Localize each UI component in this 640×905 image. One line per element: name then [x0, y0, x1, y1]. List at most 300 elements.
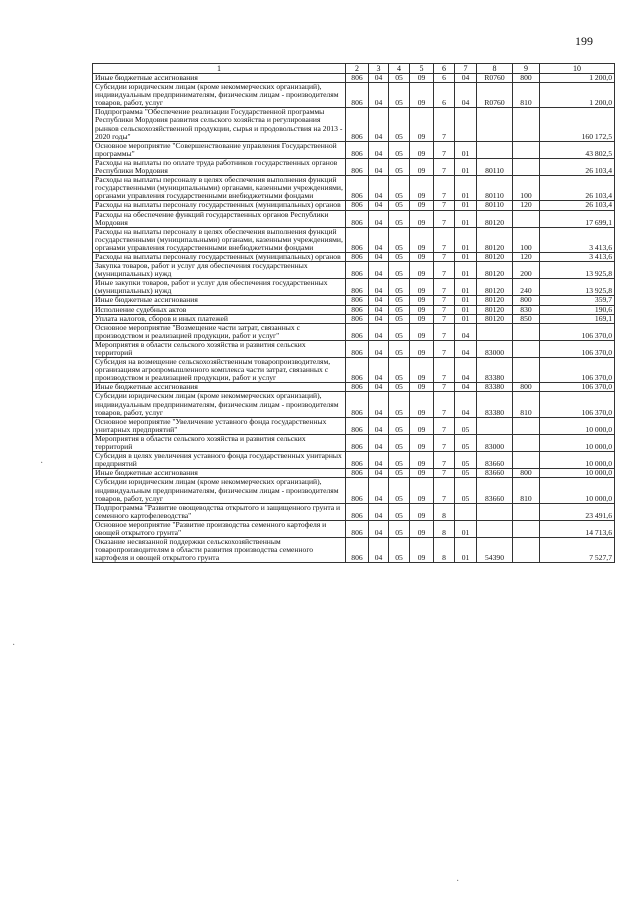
cell-program: 09 [410, 452, 434, 469]
cell-subsection: 05 [389, 538, 410, 563]
table-row [93, 417, 615, 434]
cell-ministry: 806 [346, 305, 369, 314]
cell-ministry: 806 [346, 417, 369, 434]
cell-activity: 05 [455, 452, 477, 469]
cell-subprogram: 7 [434, 434, 455, 451]
column-header: 6 [434, 64, 455, 74]
cell-expense-type [513, 210, 540, 227]
cell-program: 09 [410, 358, 434, 383]
scan-mark: · [456, 876, 460, 887]
cell-subsection: 05 [389, 83, 410, 108]
cell-subsection: 05 [389, 340, 410, 357]
table-row [93, 305, 615, 314]
cell-amount: 26 103,4 [540, 158, 615, 175]
cell-program: 09 [410, 340, 434, 357]
cell-subprogram: 7 [434, 323, 455, 340]
cell-ministry: 806 [346, 538, 369, 563]
cell-subprogram: 7 [434, 417, 455, 434]
cell-name: Мероприятия в области сельского хозяйства и развития сельских территорий [93, 434, 346, 451]
cell-subprogram: 7 [434, 452, 455, 469]
cell-amount: 26 103,4 [540, 201, 615, 210]
table-row [93, 252, 615, 261]
cell-section: 04 [369, 210, 389, 227]
table-row [93, 340, 615, 357]
cell-activity: 01 [455, 296, 477, 305]
table-row [93, 478, 615, 503]
column-header: 7 [455, 64, 477, 74]
cell-direction: 80120 [477, 305, 513, 314]
cell-direction: 80120 [477, 279, 513, 296]
cell-name: Расходы на выплаты персоналу государственных (муниципальных) органов [93, 252, 346, 261]
cell-activity: 04 [455, 83, 477, 108]
cell-name: Подпрограмма "Обеспечение реализации Государственной программы Республики Мордовия развития сельского хозяйства и регулирования рынков сельскохозяйственной продукции, сырья и продовольствия на 2013 - 2020 годы" [93, 108, 346, 141]
column-header: 2 [346, 64, 369, 74]
cell-direction: 83000 [477, 434, 513, 451]
cell-direction: 83660 [477, 469, 513, 478]
cell-name: Мероприятия в области сельского хозяйства и развития сельских территорий [93, 340, 346, 357]
cell-amount: 106 370,0 [540, 383, 615, 392]
cell-name: Закупка товаров, работ и услуг для обеспечения государственных (муниципальных) нужд [93, 262, 346, 279]
cell-amount: 359,7 [540, 296, 615, 305]
cell-name: Основное мероприятие "Возмещение части затрат, связанных с производством и реализацией продукции, работ и услуг" [93, 323, 346, 340]
cell-subsection: 05 [389, 503, 410, 520]
cell-expense-type [513, 323, 540, 340]
column-header: 1 [93, 64, 346, 74]
table-row [93, 358, 615, 383]
cell-subsection: 05 [389, 158, 410, 175]
cell-amount: 3 413,6 [540, 227, 615, 252]
cell-name: Оказание несвязанной поддержки сельскохозяйственным товаропроизводителям в области развития производства семенного картофеля и овощей открытого грунта [93, 538, 346, 563]
column-header: 10 [540, 64, 615, 74]
cell-expense-type: 850 [513, 314, 540, 323]
cell-section: 04 [369, 176, 389, 201]
cell-subprogram: 7 [434, 296, 455, 305]
cell-activity: 05 [455, 434, 477, 451]
cell-direction: 80120 [477, 252, 513, 261]
cell-ministry: 806 [346, 108, 369, 141]
cell-amount: 13 925,8 [540, 279, 615, 296]
page-number: 199 [575, 34, 593, 48]
scan-mark: · [40, 458, 44, 469]
cell-section: 04 [369, 503, 389, 520]
cell-subsection: 05 [389, 227, 410, 252]
cell-expense-type: 800 [513, 296, 540, 305]
cell-direction: R0760 [477, 74, 513, 83]
cell-expense-type: 800 [513, 469, 540, 478]
budget-table [92, 63, 615, 563]
cell-amount: 10 000,0 [540, 469, 615, 478]
cell-direction: 80120 [477, 314, 513, 323]
cell-subprogram: 6 [434, 74, 455, 83]
cell-ministry: 806 [346, 452, 369, 469]
cell-subsection: 05 [389, 383, 410, 392]
table-row [93, 383, 615, 392]
cell-section: 04 [369, 469, 389, 478]
cell-ministry: 806 [346, 392, 369, 417]
cell-direction: 80120 [477, 227, 513, 252]
cell-subprogram: 8 [434, 538, 455, 563]
cell-program: 09 [410, 252, 434, 261]
table-row [93, 469, 615, 478]
cell-activity: 01 [455, 141, 477, 158]
cell-section: 04 [369, 201, 389, 210]
cell-program: 09 [410, 83, 434, 108]
table-row [93, 323, 615, 340]
cell-amount: 106 370,0 [540, 323, 615, 340]
cell-ministry: 806 [346, 201, 369, 210]
cell-section: 04 [369, 478, 389, 503]
cell-expense-type: 800 [513, 383, 540, 392]
cell-ministry: 806 [346, 383, 369, 392]
cell-activity [455, 108, 477, 141]
cell-subprogram: 7 [434, 210, 455, 227]
cell-amount: 10 000,0 [540, 452, 615, 469]
cell-subsection: 05 [389, 176, 410, 201]
cell-ministry: 806 [346, 252, 369, 261]
cell-section: 04 [369, 262, 389, 279]
cell-section: 04 [369, 108, 389, 141]
cell-expense-type: 100 [513, 176, 540, 201]
cell-ministry: 806 [346, 279, 369, 296]
cell-expense-type: 800 [513, 74, 540, 83]
cell-activity: 05 [455, 478, 477, 503]
cell-ministry: 806 [346, 340, 369, 357]
cell-direction: 80110 [477, 158, 513, 175]
cell-name: Иные бюджетные ассигнования [93, 74, 346, 83]
cell-ministry: 806 [346, 141, 369, 158]
cell-activity: 01 [455, 314, 477, 323]
cell-amount: 106 370,0 [540, 358, 615, 383]
cell-ministry: 806 [346, 74, 369, 83]
table-row [93, 538, 615, 563]
cell-subprogram: 7 [434, 392, 455, 417]
cell-amount: 106 370,0 [540, 392, 615, 417]
cell-direction: R0760 [477, 83, 513, 108]
cell-amount: 1 200,0 [540, 74, 615, 83]
cell-section: 04 [369, 252, 389, 261]
cell-name: Расходы на выплаты по оплате труда работников государственных органов Республики Мордовия [93, 158, 346, 175]
cell-expense-type: 810 [513, 392, 540, 417]
cell-program: 09 [410, 210, 434, 227]
cell-activity: 01 [455, 252, 477, 261]
cell-program: 09 [410, 279, 434, 296]
cell-subprogram: 7 [434, 279, 455, 296]
cell-ministry: 806 [346, 296, 369, 305]
cell-activity: 01 [455, 305, 477, 314]
cell-ministry: 806 [346, 478, 369, 503]
cell-expense-type: 120 [513, 201, 540, 210]
cell-amount: 160 172,5 [540, 108, 615, 141]
cell-amount: 10 000,0 [540, 417, 615, 434]
cell-ministry: 806 [346, 358, 369, 383]
cell-subsection: 05 [389, 210, 410, 227]
cell-section: 04 [369, 392, 389, 417]
cell-direction: 83380 [477, 358, 513, 383]
cell-subprogram: 7 [434, 201, 455, 210]
cell-expense-type: 830 [513, 305, 540, 314]
cell-program: 09 [410, 141, 434, 158]
cell-subsection: 05 [389, 469, 410, 478]
cell-expense-type [513, 417, 540, 434]
cell-expense-type: 240 [513, 279, 540, 296]
column-header: 9 [513, 64, 540, 74]
cell-subsection: 05 [389, 392, 410, 417]
cell-direction: 80120 [477, 262, 513, 279]
cell-program: 09 [410, 305, 434, 314]
cell-name: Уплата налогов, сборов и иных платежей [93, 314, 346, 323]
cell-section: 04 [369, 305, 389, 314]
cell-ministry: 806 [346, 262, 369, 279]
cell-subsection: 05 [389, 108, 410, 141]
cell-name: Расходы на выплаты персоналу государственных (муниципальных) органов [93, 201, 346, 210]
table-header-row [93, 64, 615, 74]
cell-expense-type [513, 538, 540, 563]
cell-amount: 23 491,6 [540, 503, 615, 520]
cell-section: 04 [369, 314, 389, 323]
cell-amount: 10 000,0 [540, 478, 615, 503]
table-row [93, 108, 615, 141]
cell-ministry: 806 [346, 83, 369, 108]
cell-ministry: 806 [346, 503, 369, 520]
cell-subsection: 05 [389, 201, 410, 210]
cell-program: 09 [410, 296, 434, 305]
table-row [93, 176, 615, 201]
cell-subsection: 05 [389, 262, 410, 279]
cell-name: Расходы на выплаты персоналу в целях обеспечения выполнения функций государственными (муниципальными) органами, казенными учреждениями, органами управления государственными внебюджетными фондами [93, 176, 346, 201]
cell-ministry: 806 [346, 434, 369, 451]
cell-amount: 13 925,8 [540, 262, 615, 279]
cell-direction: 80120 [477, 210, 513, 227]
cell-activity: 01 [455, 227, 477, 252]
cell-expense-type [513, 520, 540, 537]
cell-direction: 83380 [477, 392, 513, 417]
cell-direction: 83660 [477, 478, 513, 503]
cell-name: Расходы на обеспечение функций государственных органов Республики Мордовия [93, 210, 346, 227]
cell-activity: 04 [455, 74, 477, 83]
cell-program: 09 [410, 469, 434, 478]
cell-activity: 01 [455, 538, 477, 563]
cell-subprogram: 7 [434, 158, 455, 175]
cell-expense-type [513, 503, 540, 520]
cell-section: 04 [369, 538, 389, 563]
cell-subsection: 05 [389, 452, 410, 469]
table-row [93, 227, 615, 252]
cell-section: 04 [369, 83, 389, 108]
cell-name: Основное мероприятие "Увеличение уставного фонда государственных унитарных предприятий" [93, 417, 346, 434]
cell-amount: 169,1 [540, 314, 615, 323]
cell-amount: 190,6 [540, 305, 615, 314]
cell-direction: 80120 [477, 296, 513, 305]
cell-activity: 04 [455, 392, 477, 417]
cell-direction: 54390 [477, 538, 513, 563]
cell-name: Основное мероприятие "Развитие производства семенного картофеля и овощей открытого грунта" [93, 520, 346, 537]
cell-subprogram: 7 [434, 141, 455, 158]
cell-activity: 04 [455, 340, 477, 357]
cell-subprogram: 7 [434, 340, 455, 357]
cell-direction: 83000 [477, 340, 513, 357]
table-row [93, 158, 615, 175]
cell-subprogram: 7 [434, 176, 455, 201]
cell-amount: 10 000,0 [540, 434, 615, 451]
cell-expense-type [513, 141, 540, 158]
cell-ministry: 806 [346, 158, 369, 175]
cell-activity: 05 [455, 417, 477, 434]
cell-activity: 01 [455, 520, 477, 537]
cell-ministry: 806 [346, 210, 369, 227]
cell-subsection: 05 [389, 520, 410, 537]
cell-subsection: 05 [389, 279, 410, 296]
cell-subsection: 05 [389, 478, 410, 503]
cell-ministry: 806 [346, 176, 369, 201]
cell-subsection: 05 [389, 141, 410, 158]
cell-subprogram: 7 [434, 262, 455, 279]
cell-program: 09 [410, 520, 434, 537]
cell-program: 09 [410, 434, 434, 451]
cell-ministry: 806 [346, 520, 369, 537]
cell-subprogram: 8 [434, 520, 455, 537]
cell-subprogram: 7 [434, 314, 455, 323]
table-row [93, 452, 615, 469]
cell-direction: 80110 [477, 201, 513, 210]
cell-activity: 05 [455, 469, 477, 478]
cell-expense-type: 200 [513, 262, 540, 279]
cell-name: Субсидия на возмещение сельскохозяйственным товаропроизводителям, организациям агропромышленного комплекса части затрат, связанных с производством и реализацией продукции, работ и услуг [93, 358, 346, 383]
cell-subprogram: 7 [434, 252, 455, 261]
table-row [93, 434, 615, 451]
cell-subprogram: 7 [434, 358, 455, 383]
cell-program: 09 [410, 323, 434, 340]
cell-program: 09 [410, 417, 434, 434]
cell-expense-type: 100 [513, 227, 540, 252]
cell-program: 09 [410, 201, 434, 210]
cell-expense-type: 810 [513, 83, 540, 108]
cell-amount: 14 713,6 [540, 520, 615, 537]
cell-subsection: 05 [389, 296, 410, 305]
cell-direction: 83660 [477, 452, 513, 469]
cell-activity: 01 [455, 176, 477, 201]
cell-name: Исполнение судебных актов [93, 305, 346, 314]
cell-program: 09 [410, 503, 434, 520]
cell-subsection: 05 [389, 323, 410, 340]
cell-expense-type [513, 340, 540, 357]
cell-section: 04 [369, 520, 389, 537]
cell-program: 09 [410, 392, 434, 417]
cell-name: Субсидии юридическим лицам (кроме некоммерческих организаций), индивидуальным предпринимателям, физическим лицам - производителям товаров, работ, услуг [93, 478, 346, 503]
table-row [93, 520, 615, 537]
cell-direction [477, 520, 513, 537]
cell-direction [477, 417, 513, 434]
cell-amount: 1 200,0 [540, 83, 615, 108]
table-row [93, 83, 615, 108]
cell-expense-type [513, 434, 540, 451]
cell-direction [477, 503, 513, 520]
cell-direction [477, 323, 513, 340]
cell-name: Подпрограмма "Развитие овощеводства открытого и защищенного грунта и семенного картофелеводства" [93, 503, 346, 520]
cell-name: Субсидии юридическим лицам (кроме некоммерческих организаций), индивидуальным предпринимателям, физическим лицам - производителям товаров, работ, услуг [93, 83, 346, 108]
cell-direction [477, 108, 513, 141]
cell-section: 04 [369, 417, 389, 434]
cell-amount: 106 370,0 [540, 340, 615, 357]
cell-program: 09 [410, 383, 434, 392]
cell-direction [477, 141, 513, 158]
cell-activity: 01 [455, 201, 477, 210]
column-header: 4 [389, 64, 410, 74]
cell-ministry: 806 [346, 469, 369, 478]
cell-section: 04 [369, 383, 389, 392]
table-row [93, 296, 615, 305]
scan-mark: · [12, 640, 16, 651]
cell-expense-type: 810 [513, 478, 540, 503]
table-row [93, 74, 615, 83]
cell-subsection: 05 [389, 434, 410, 451]
cell-name: Иные бюджетные ассигнования [93, 469, 346, 478]
cell-section: 04 [369, 340, 389, 357]
column-header: 8 [477, 64, 513, 74]
cell-subprogram: 7 [434, 305, 455, 314]
cell-section: 04 [369, 74, 389, 83]
cell-program: 09 [410, 158, 434, 175]
cell-program: 09 [410, 538, 434, 563]
cell-activity: 01 [455, 158, 477, 175]
cell-section: 04 [369, 296, 389, 305]
column-header: 3 [369, 64, 389, 74]
cell-amount: 26 103,4 [540, 176, 615, 201]
cell-section: 04 [369, 158, 389, 175]
cell-activity: 04 [455, 358, 477, 383]
cell-direction: 80110 [477, 176, 513, 201]
cell-section: 04 [369, 452, 389, 469]
cell-subsection: 05 [389, 417, 410, 434]
cell-amount: 43 802,5 [540, 141, 615, 158]
cell-name: Субсидии юридическим лицам (кроме некоммерческих организаций), индивидуальным предпринимателям, физическим лицам - производителям товаров, работ, услуг [93, 392, 346, 417]
cell-section: 04 [369, 141, 389, 158]
cell-program: 09 [410, 262, 434, 279]
cell-section: 04 [369, 227, 389, 252]
cell-ministry: 806 [346, 323, 369, 340]
table-row [93, 201, 615, 210]
table-row [93, 210, 615, 227]
cell-program: 09 [410, 314, 434, 323]
cell-activity: 01 [455, 210, 477, 227]
cell-subsection: 05 [389, 252, 410, 261]
cell-program: 09 [410, 176, 434, 201]
cell-activity: 01 [455, 279, 477, 296]
cell-activity [455, 503, 477, 520]
cell-subsection: 05 [389, 314, 410, 323]
cell-subprogram: 7 [434, 478, 455, 503]
cell-section: 04 [369, 358, 389, 383]
cell-ministry: 806 [346, 227, 369, 252]
cell-expense-type [513, 358, 540, 383]
cell-subprogram: 7 [434, 227, 455, 252]
cell-section: 04 [369, 323, 389, 340]
cell-subsection: 05 [389, 74, 410, 83]
cell-expense-type [513, 452, 540, 469]
cell-section: 04 [369, 279, 389, 296]
cell-subprogram: 7 [434, 108, 455, 141]
cell-program: 09 [410, 108, 434, 141]
cell-activity: 04 [455, 323, 477, 340]
cell-program: 09 [410, 227, 434, 252]
table-row [93, 262, 615, 279]
table-row [93, 392, 615, 417]
cell-name: Основное мероприятие "Совершенствование управления Государственной программы" [93, 141, 346, 158]
cell-amount: 7 527,7 [540, 538, 615, 563]
cell-name: Иные бюджетные ассигнования [93, 296, 346, 305]
cell-subsection: 05 [389, 358, 410, 383]
cell-name: Иные бюджетные ассигнования [93, 383, 346, 392]
cell-ministry: 806 [346, 314, 369, 323]
